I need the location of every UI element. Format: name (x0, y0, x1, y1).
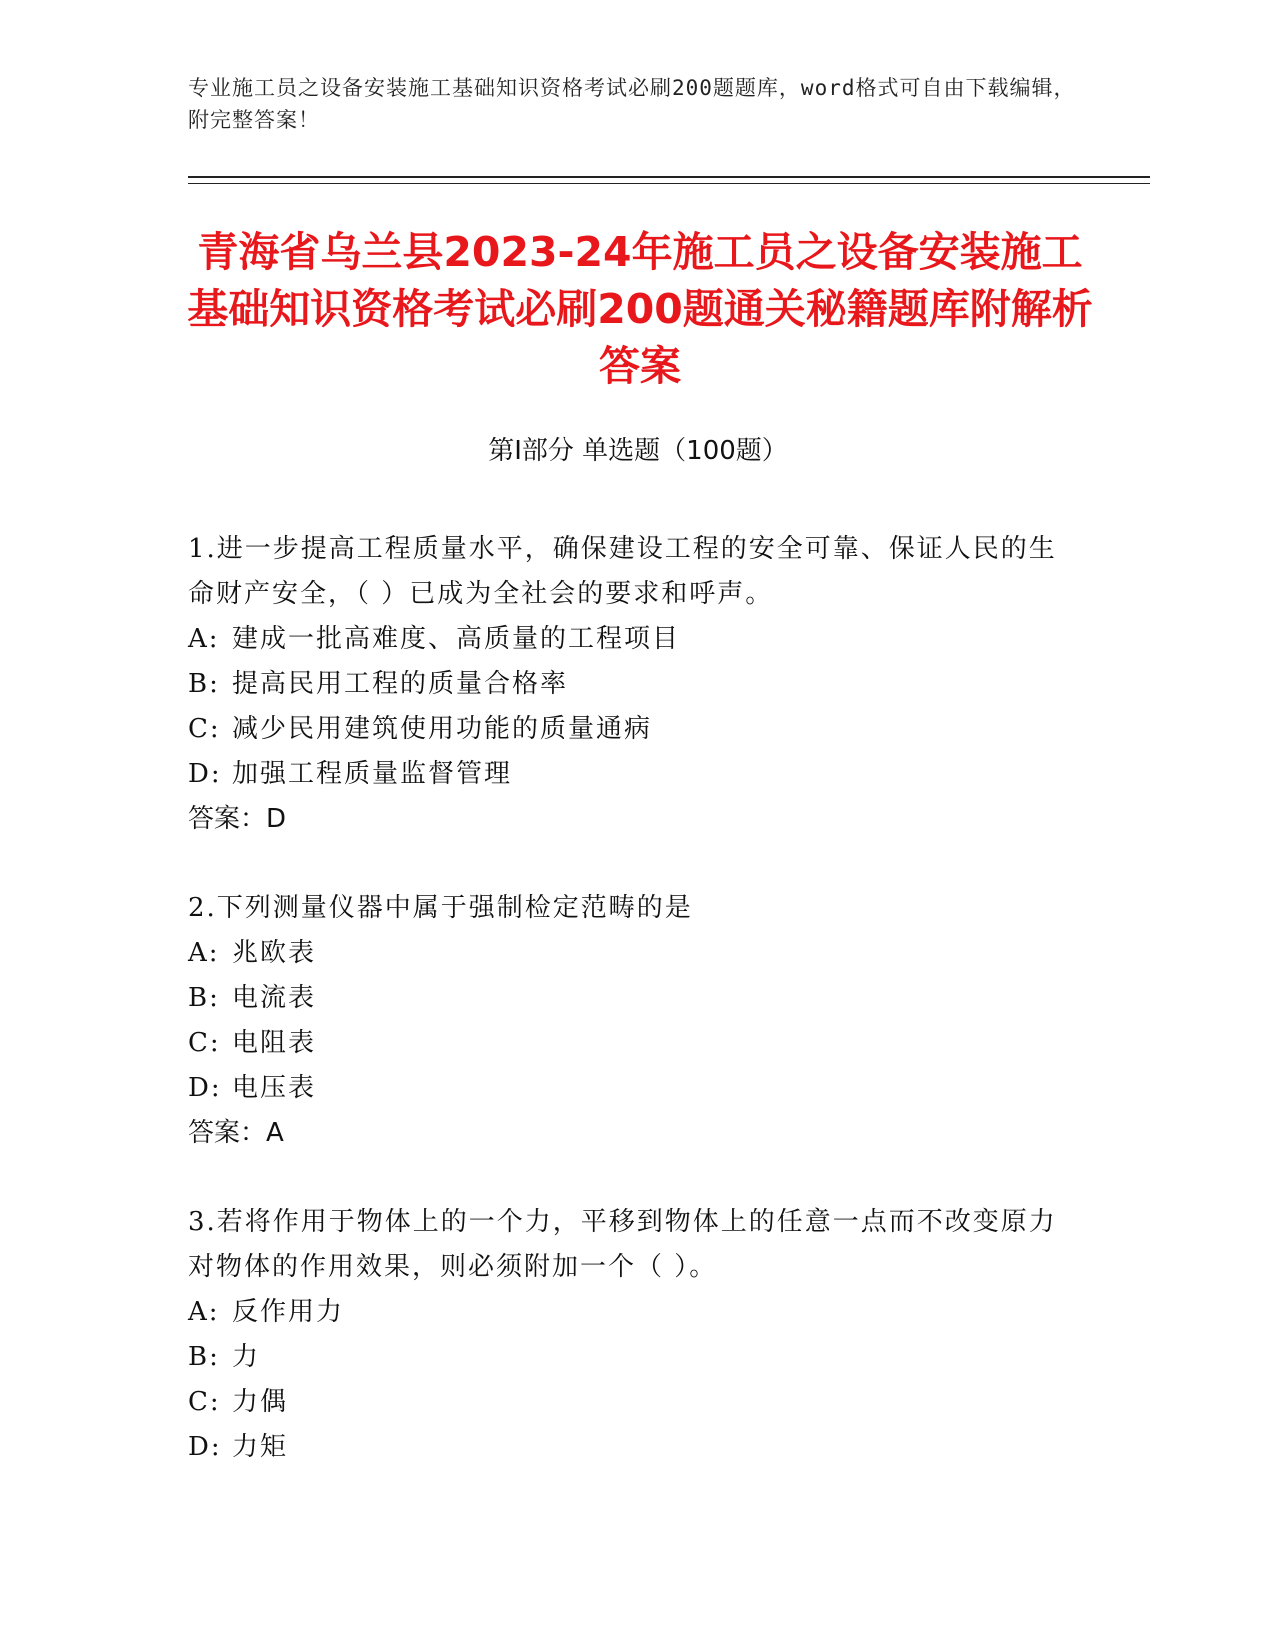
option-text: 提高民用工程的质量合格率 (232, 669, 569, 699)
question-list (188, 527, 1068, 1514)
option-d (188, 1066, 1068, 1111)
option-text: 电阻表 (232, 1028, 317, 1058)
option-b (188, 662, 1068, 707)
header-divider-thin (188, 183, 1150, 184)
option-text: 反作用力 (232, 1297, 345, 1327)
option-text: 减少民用建筑使用功能的质量通病 (232, 714, 653, 744)
option-key: C: (188, 1387, 221, 1417)
option-key: C: (188, 714, 221, 744)
option-text: 力矩 (232, 1432, 289, 1462)
option-c (188, 707, 1068, 752)
option-key: C: (188, 1028, 221, 1058)
option-key: A: (188, 938, 220, 968)
option-a (188, 1290, 1068, 1335)
option-a (188, 617, 1068, 662)
option-key: D: (188, 1432, 222, 1462)
document-title: 青海省乌兰县2023-24年施工员之设备安装施工基础知识资格考试必刷200题通关秘籍题库附解析答案 (187, 228, 1093, 390)
section-heading: 第Ⅰ部分 单选题（100题） (488, 436, 788, 466)
option-key: D: (188, 1073, 222, 1103)
answer-line: 答案：D (188, 804, 287, 834)
option-text: 电压表 (232, 1073, 317, 1103)
option-c (188, 1021, 1068, 1066)
option-key: D: (188, 759, 222, 789)
option-key: B: (188, 669, 220, 699)
question-2 (188, 886, 1068, 1156)
option-text: 加强工程质量监督管理 (232, 759, 513, 789)
option-key: B: (188, 983, 220, 1013)
option-a (188, 931, 1068, 976)
option-text: 力 (232, 1342, 261, 1372)
option-text: 力偶 (232, 1387, 289, 1417)
option-key: A: (188, 624, 220, 654)
option-text: 电流表 (232, 983, 317, 1013)
option-key: B: (188, 1342, 220, 1372)
option-b (188, 1335, 1068, 1380)
option-key: A: (188, 1297, 220, 1327)
option-c (188, 1380, 1068, 1425)
option-b (188, 976, 1068, 1021)
question-stem: 2.下列测量仪器中属于强制检定范畴的是 (188, 893, 693, 923)
question-1 (188, 527, 1068, 842)
question-3 (188, 1200, 1068, 1470)
option-d (188, 752, 1068, 797)
answer-line: 答案：A (188, 1118, 284, 1148)
option-text: 兆欧表 (232, 938, 317, 968)
header-divider-thick (188, 176, 1150, 178)
question-stem: 3.若将作用于物体上的一个力，平移到物体上的任意一点而不改变原力对物体的作用效果，则必须附加一个（ ）。 (188, 1207, 1057, 1282)
question-stem: 1.进一步提高工程质量水平，确保建设工程的安全可靠、保证人民的生命财产安全，（ ）已成为全社会的要求和呼声。 (188, 534, 1057, 609)
option-d (188, 1425, 1068, 1470)
option-text: 建成一批高难度、高质量的工程项目 (232, 624, 681, 654)
header-note: 专业施工员之设备安装施工基础知识资格考试必刷200题题库，word格式可自由下载编辑，附完整答案！ (188, 76, 1076, 132)
